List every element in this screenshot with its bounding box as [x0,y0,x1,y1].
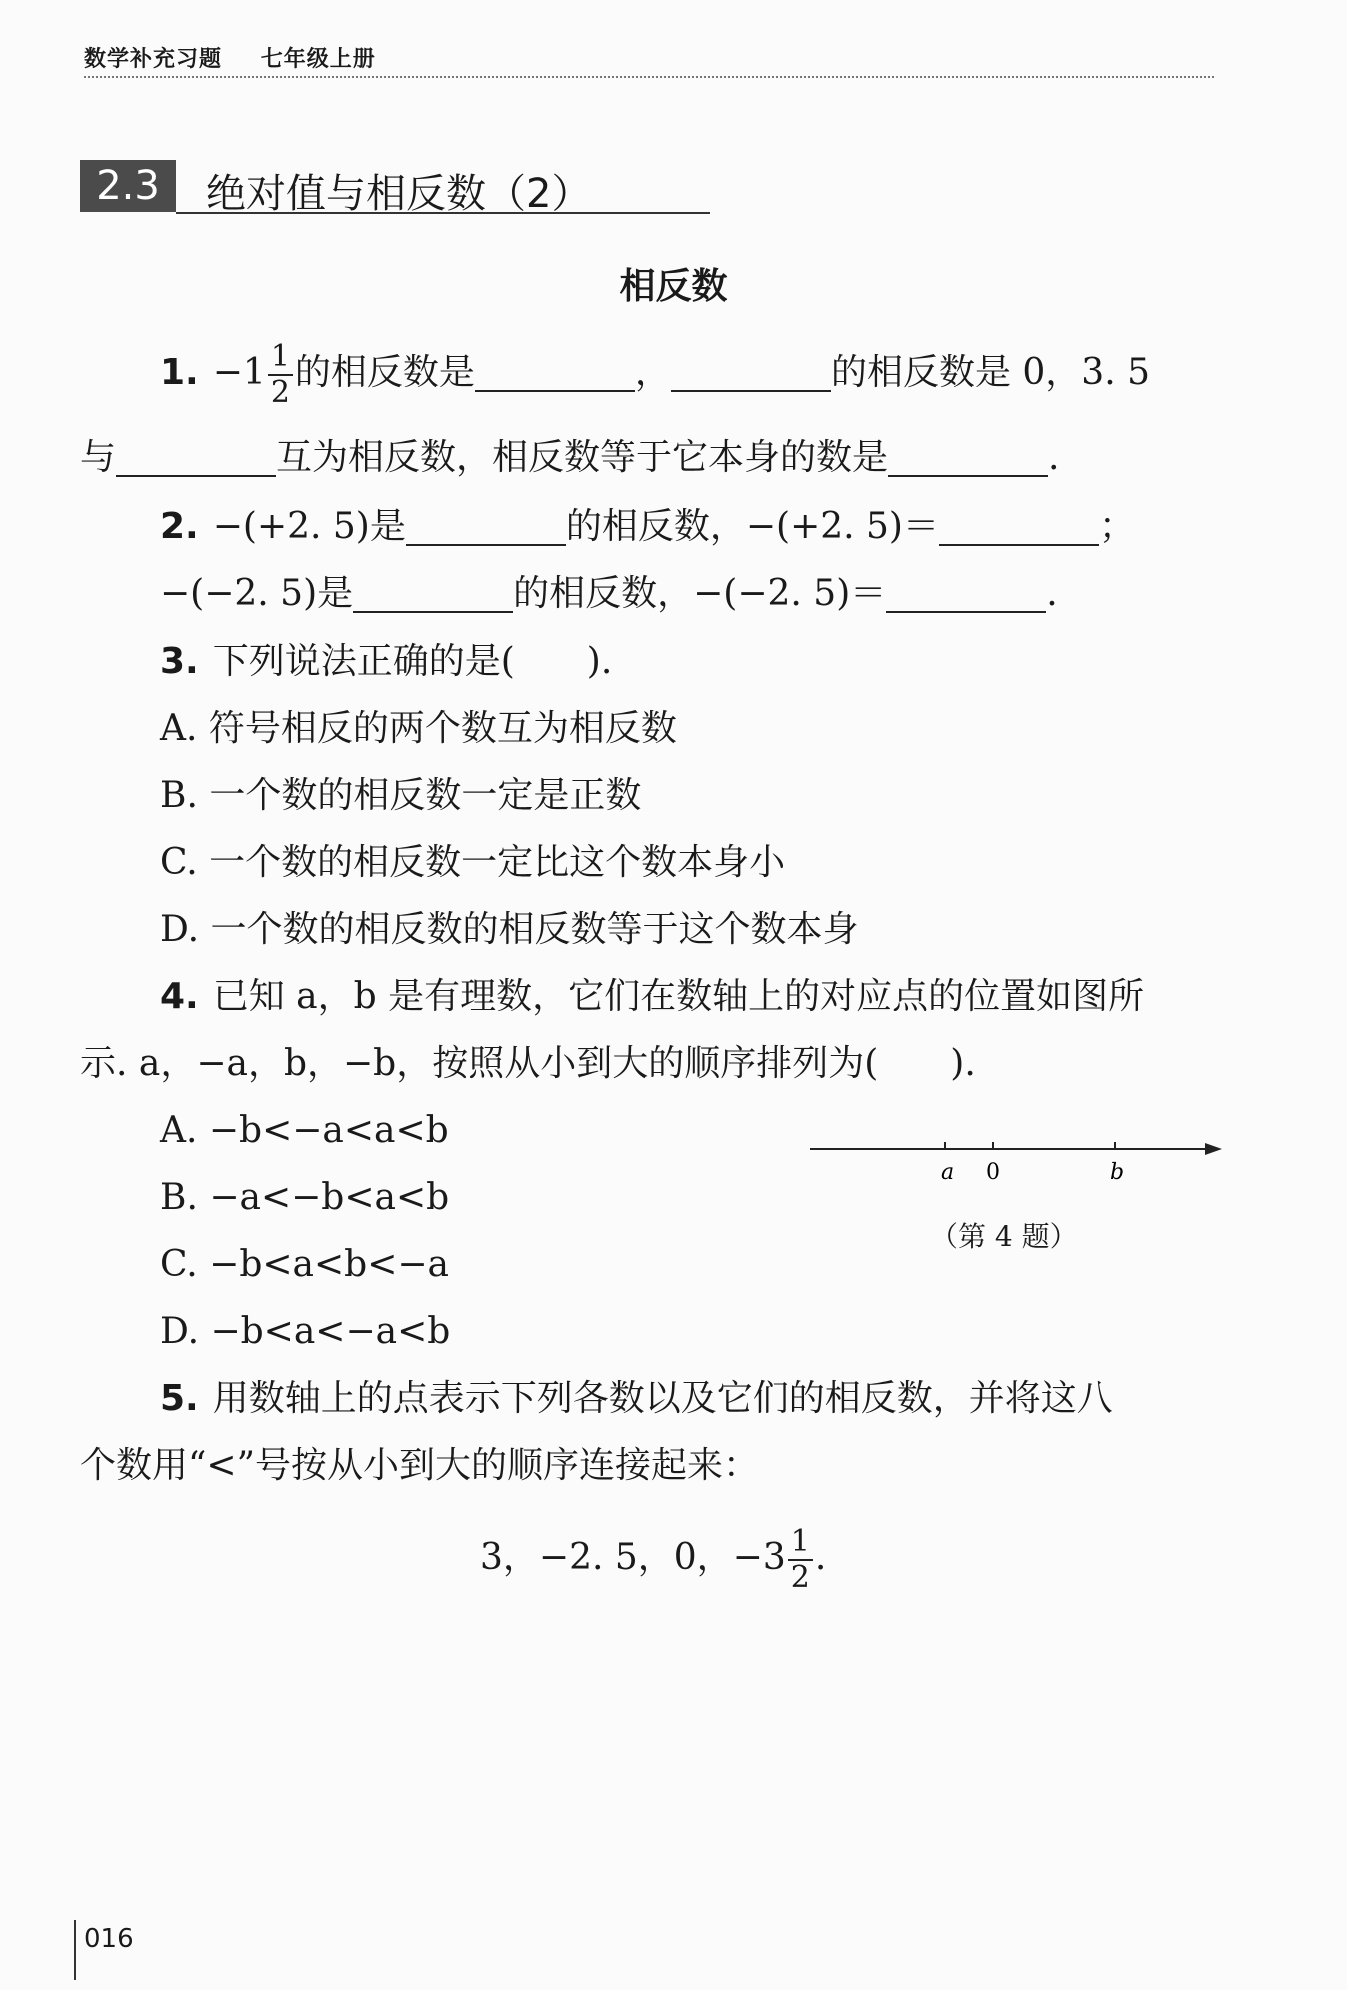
option-a[interactable]: A. −b<−a<a<b [160,1110,449,1151]
answer-blank[interactable] [671,354,831,392]
answer-blank[interactable] [939,508,1099,546]
fraction-numerator: 1 [788,1525,813,1561]
answer-blank[interactable] [406,508,566,546]
q1-text: . [1048,437,1060,478]
book-title: 数学补充习题 [84,47,223,72]
answer-blank[interactable] [888,439,1048,477]
question-2-line-2 [160,570,1058,618]
question-4-stem-1 [160,973,1144,1021]
q2-text: . [1046,573,1058,614]
fraction [268,340,293,410]
question-4-stem-2: 示. a，−a，b，−b，按照从小到大的顺序排列为( ). [80,1043,976,1084]
page-number: 016 [84,1924,134,1954]
question-number: 5. [160,1378,199,1419]
section-number: 2.3 [80,160,176,212]
running-header [84,42,406,73]
q2-text: −(−2. 5)是 [160,573,354,614]
option-a[interactable]: A. 符号相反的两个数互为相反数 [160,708,677,749]
question-1-line-2 [80,434,1059,482]
option-c[interactable]: C. −b<a<b<−a [160,1244,449,1285]
section-underline [176,212,710,214]
question-5-number-list [480,1525,826,1595]
q4-stem-text: 已知 a，b 是有理数，它们在数轴上的对应点的位置如图所 [212,976,1145,1017]
arrow-icon [1205,1143,1222,1155]
answer-blank[interactable] [353,575,513,613]
fraction [788,1525,813,1595]
page-number-divider [74,1920,76,1980]
answer-blank[interactable] [475,354,635,392]
question-5-stem-1 [160,1375,1113,1423]
axis-label-a: a [941,1160,955,1185]
option-c[interactable]: C. 一个数的相反数一定比这个数本身小 [160,842,786,883]
q2-text: 的相反数，−(+2. 5)＝ [565,506,939,547]
question-number: 2. [160,506,199,547]
q5-end: . [814,1537,827,1578]
q1-text: 的相反数是 0，3. 5 [830,352,1150,393]
option-d[interactable]: D. −b<a<−a<b [160,1311,451,1352]
fraction-denominator: 2 [790,1560,810,1595]
answer-blank[interactable] [886,575,1046,613]
option-b[interactable]: B. −a<−b<a<b [160,1177,450,1218]
option-b[interactable]: B. 一个数的相反数一定是正数 [160,775,642,816]
question-number: 1. [160,352,199,393]
question-5-stem-2: 个数用“<”号按从小到大的顺序连接起来： [80,1445,759,1486]
option-d[interactable]: D. 一个数的相反数的相反数等于这个数本身 [160,909,859,950]
q2-text: ； [1098,506,1135,547]
axis-label-zero: 0 [986,1160,1000,1185]
header-divider [84,76,1214,78]
subsection-title: 相反数 [619,266,728,307]
question-1-line-1 [160,340,1150,410]
section-title: 绝对值与相反数（2） [206,171,592,217]
question-number: 3. [160,641,199,682]
question-3-stem [160,638,612,686]
number-line-figure [810,1135,1230,1195]
q2-text: 的相反数，−(−2. 5)＝ [513,573,887,614]
question-number: 4. [160,976,199,1017]
figure-caption: （第 4 题） [930,1220,1078,1253]
q1-text: 与 [80,437,117,478]
question-2-line-1 [160,503,1135,551]
answer-blank[interactable] [116,439,276,477]
q1-mixed-whole: −1 [212,352,266,393]
q5-stem-text: 用数轴上的点表示下列各数以及它们的相反数，并将这八 [212,1378,1113,1419]
fraction-denominator: 2 [270,375,290,410]
axis-label-b: b [1110,1160,1125,1185]
q1-text: 的相反数是 [294,352,475,393]
q2-text: −(+2. 5)是 [212,506,406,547]
q1-text: 互为相反数，相反数等于它本身的数是 [276,437,889,478]
q5-list-text: 3，−2. 5，0，−3 [480,1537,786,1578]
q1-text: ， [634,352,671,393]
grade-label: 七年级上册 [260,47,376,72]
q3-stem-text: 下列说法正确的是( ). [212,641,613,682]
fraction-numerator: 1 [268,340,293,376]
